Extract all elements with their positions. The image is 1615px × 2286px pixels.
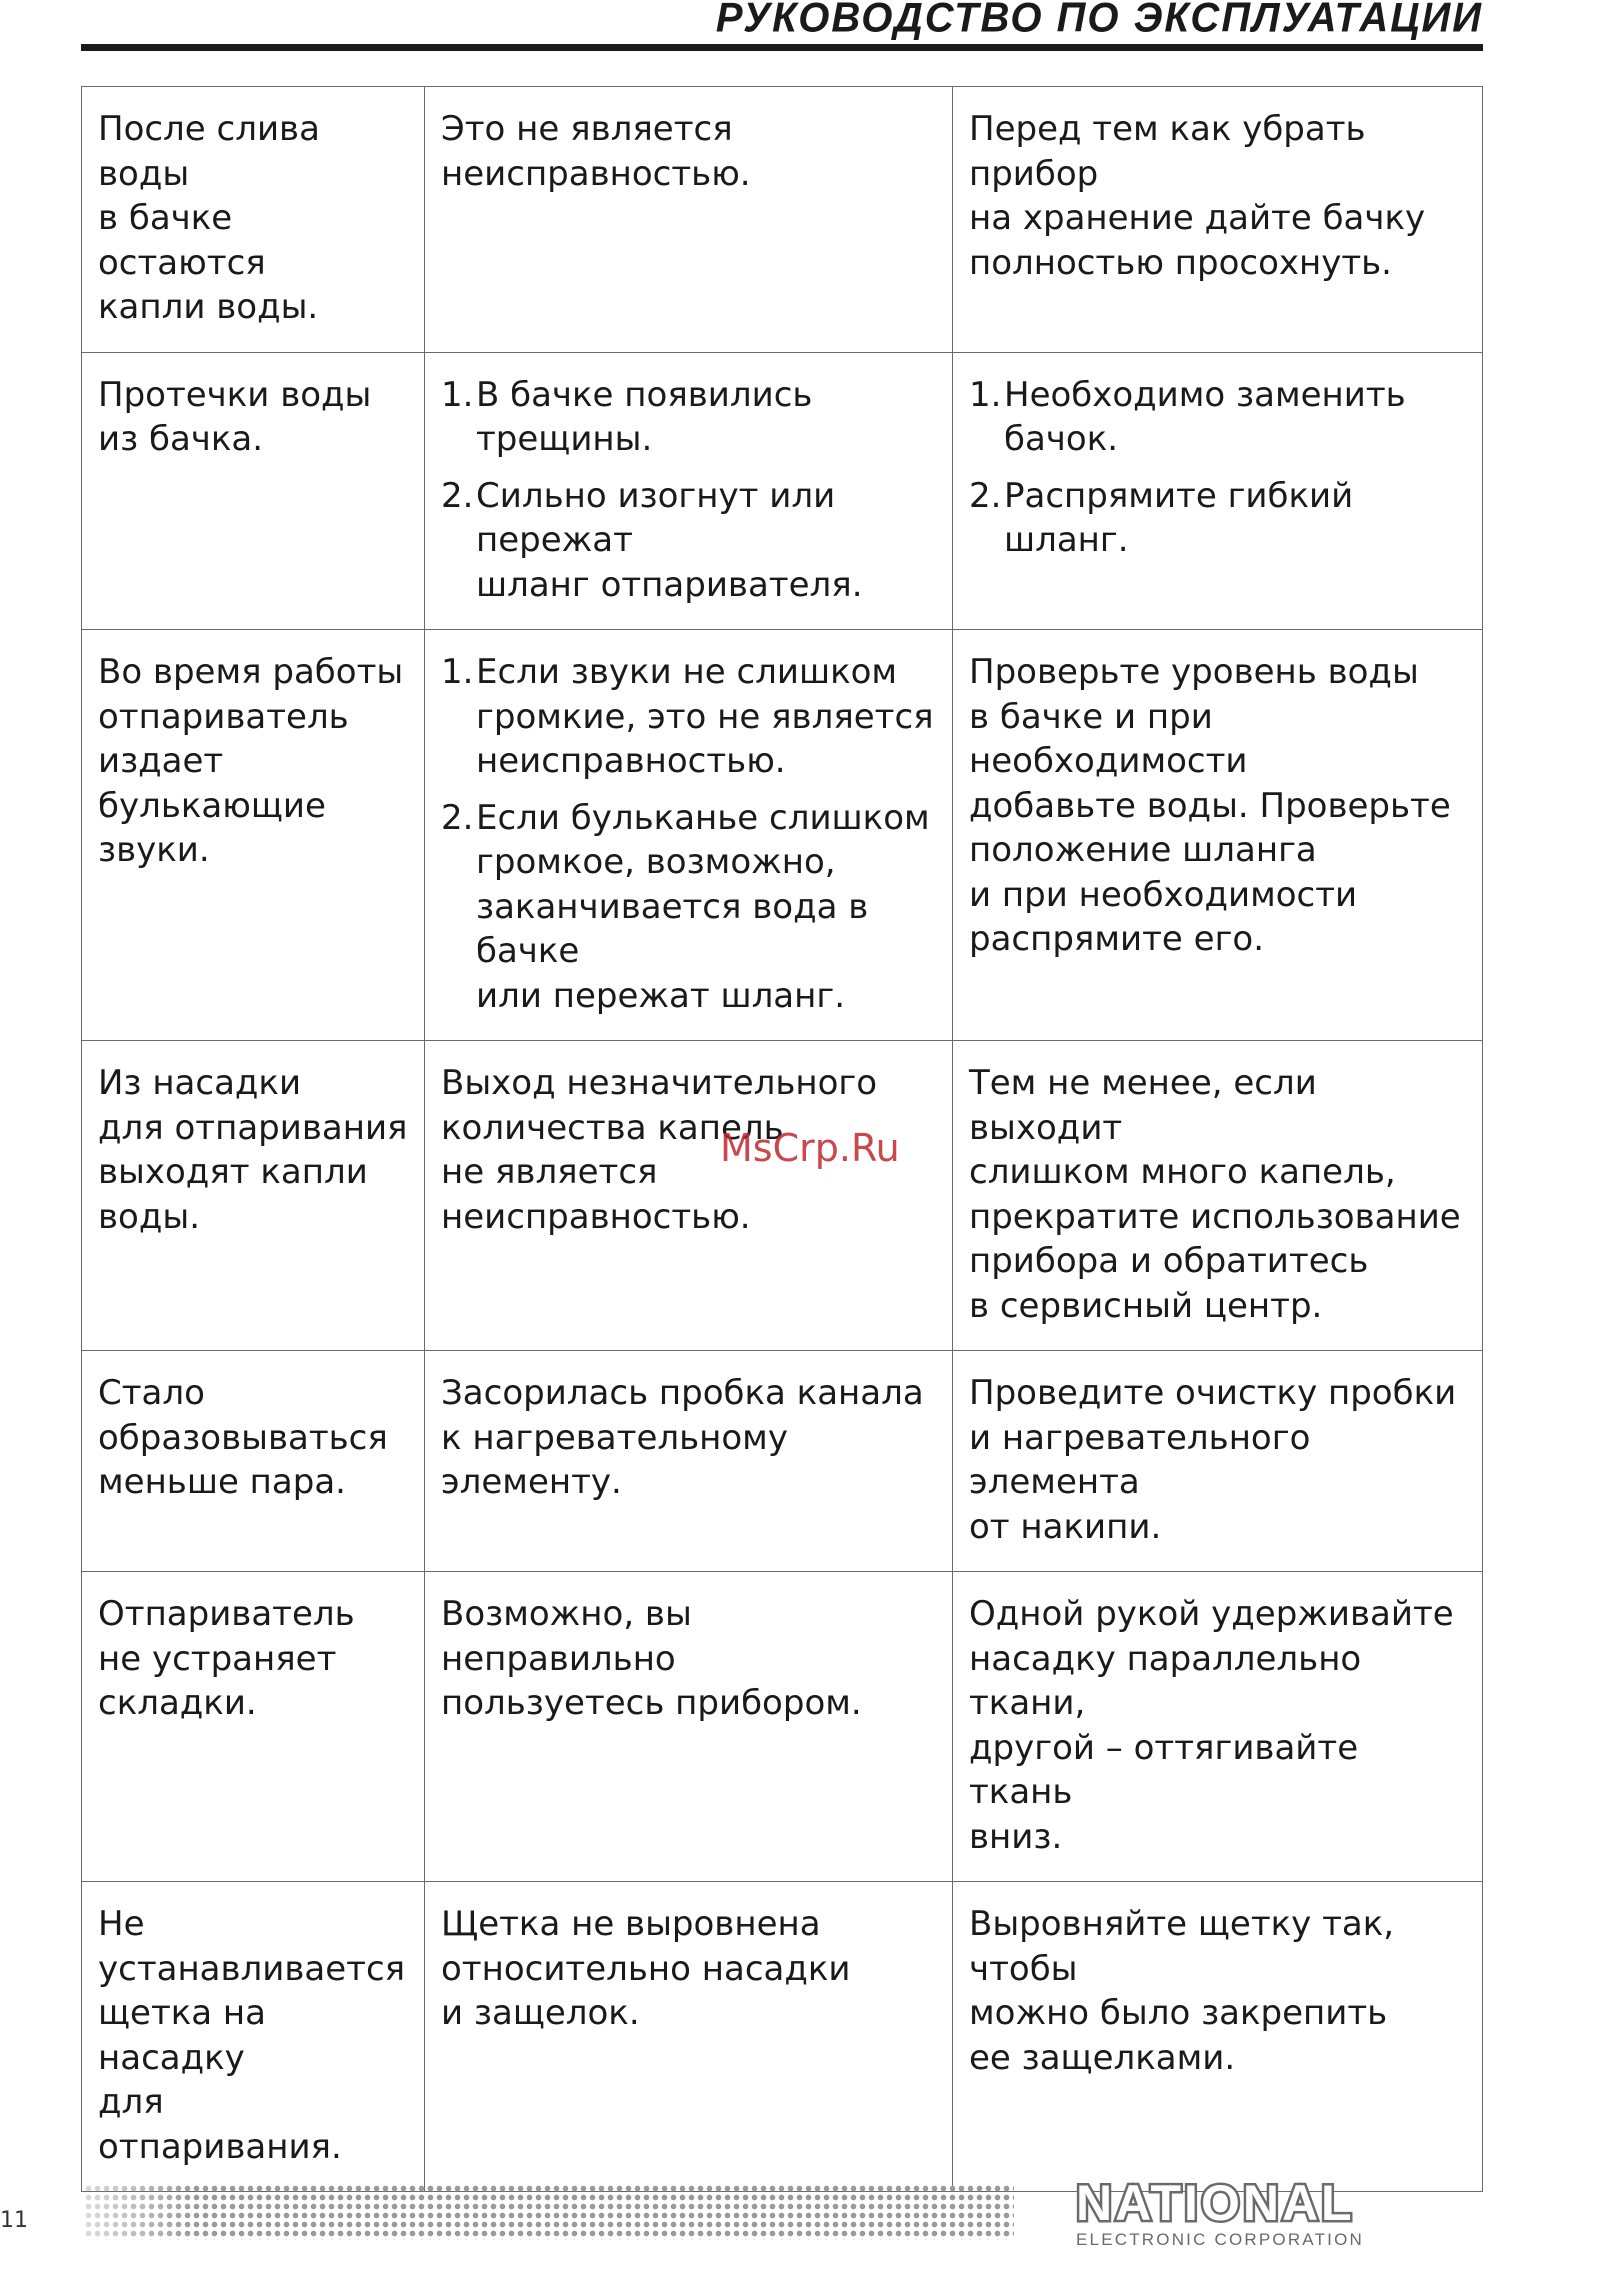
solution-cell bbox=[953, 87, 1483, 353]
table-row bbox=[82, 1351, 1483, 1572]
list-number: 2. bbox=[441, 475, 474, 516]
cause-text: Это не является неисправностью. bbox=[441, 109, 751, 194]
list-item bbox=[441, 373, 936, 462]
solution-cell bbox=[953, 1572, 1483, 1882]
problem-cell bbox=[82, 87, 425, 353]
cause-cell bbox=[425, 1882, 953, 2192]
brand-logo bbox=[1076, 2175, 1486, 2250]
problem-cell bbox=[82, 1351, 425, 1572]
list-text: Распрямите гибкий шланг. bbox=[1004, 475, 1354, 560]
header-divider bbox=[81, 44, 1483, 51]
solution-cell bbox=[953, 1041, 1483, 1351]
table-row bbox=[82, 352, 1483, 630]
problem-text: После слива воды в бачке остаются капли воды. bbox=[98, 109, 320, 327]
list-number: 2. bbox=[969, 475, 1002, 516]
list-number: 1. bbox=[441, 374, 474, 415]
list-text: Если звуки не слишком громкие, это не является неисправностью. bbox=[476, 652, 934, 781]
solution-text: Проведите очистку пробки и нагревательного элемента от накипи. bbox=[969, 1373, 1457, 1547]
list-text: Необходимо заменить бачок. bbox=[1004, 374, 1406, 459]
solution-cell bbox=[953, 352, 1483, 630]
table-row bbox=[82, 87, 1483, 353]
list-item bbox=[441, 650, 936, 784]
cause-cell bbox=[425, 87, 953, 353]
solution-text: Перед тем как убрать прибор на хранение дайте бачку полностью просохнуть. bbox=[969, 109, 1426, 283]
cause-cell bbox=[425, 1041, 953, 1351]
list-text: Если бульканье слишком громкое, возможно, заканчивается вода в бачке или пережат шланг. bbox=[476, 797, 930, 1016]
watermark: MsCrp.Ru bbox=[720, 1126, 900, 1170]
solution-cell bbox=[953, 1351, 1483, 1572]
list-item bbox=[441, 796, 936, 1019]
cause-text: Возможно, вы неправильно пользуетесь прибором. bbox=[441, 1594, 862, 1723]
problem-text: Отпариватель не устраняет складки. bbox=[98, 1594, 355, 1723]
cause-text: Засорилась пробка канала к нагревательному элементу. bbox=[441, 1373, 924, 1502]
problem-text: Стало образовываться меньше пара. bbox=[98, 1373, 388, 1502]
problem-text: Из насадки для отпаривания выходят капли воды. bbox=[98, 1063, 408, 1237]
problem-text: Протечки воды из бачка. bbox=[98, 374, 372, 459]
list-text: Сильно изогнут или пережат шланг отпаривателя. bbox=[476, 475, 863, 605]
cause-cell bbox=[425, 1572, 953, 1882]
table-row bbox=[82, 630, 1483, 1041]
list-number: 1. bbox=[441, 652, 474, 692]
logo-tagline: ELECTRONIC CORPORATION bbox=[1076, 2230, 1364, 2249]
logo-wordmark: NATIONAL bbox=[1076, 2175, 1355, 2231]
solution-text: Одной рукой удерживайте насадку параллельно ткани, другой – оттягивайте ткань вниз. bbox=[969, 1594, 1454, 1857]
page-number: 11 bbox=[0, 2208, 28, 2233]
list-number: 1. bbox=[969, 374, 1002, 415]
page-title: РУКОВОДСТВО ПО ЭКСПЛУАТАЦИИ bbox=[715, 0, 1483, 42]
problem-cell bbox=[82, 1041, 425, 1351]
cause-cell bbox=[425, 352, 953, 630]
table-row bbox=[82, 1041, 1483, 1351]
cause-cell bbox=[425, 630, 953, 1041]
problem-text: Во время работы отпариватель издает булькающие звуки. bbox=[98, 652, 404, 870]
problem-cell bbox=[82, 352, 425, 630]
table-row bbox=[82, 1882, 1483, 2192]
list-item bbox=[969, 373, 1466, 462]
solution-text: Выровняйте щетку так, чтобы можно было закрепить ее защелками. bbox=[969, 1904, 1395, 2078]
list-text: В бачке появились трещины. bbox=[476, 374, 813, 459]
list-item bbox=[441, 474, 936, 608]
solution-text: Проверьте уровень воды в бачке и при необходимости добавьте воды. Проверьте положение шланга и при необходимости распрямите его. bbox=[969, 652, 1451, 959]
solution-text: Тем не менее, если выходит слишком много капель, прекратите использование прибора и обратитесь в сервисный центр. bbox=[969, 1063, 1461, 1326]
problem-cell bbox=[82, 630, 425, 1041]
solution-cell bbox=[953, 630, 1483, 1041]
cause-cell bbox=[425, 1351, 953, 1572]
problem-cell bbox=[82, 1882, 425, 2192]
cause-text: Выход незначительного количества капель не является неисправностью. bbox=[441, 1063, 878, 1237]
list-item bbox=[969, 474, 1466, 563]
problem-text: Не устанавливается щетка на насадку для отпаривания. bbox=[98, 1904, 406, 2167]
cause-text: Щетка не выровнена относительно насадки и защелок. bbox=[441, 1904, 851, 2033]
solution-cell bbox=[953, 1882, 1483, 2192]
problem-cell bbox=[82, 1572, 425, 1882]
decorative-dot-pattern bbox=[84, 2184, 1014, 2240]
list-number: 2. bbox=[441, 797, 474, 838]
table-row bbox=[82, 1572, 1483, 1882]
